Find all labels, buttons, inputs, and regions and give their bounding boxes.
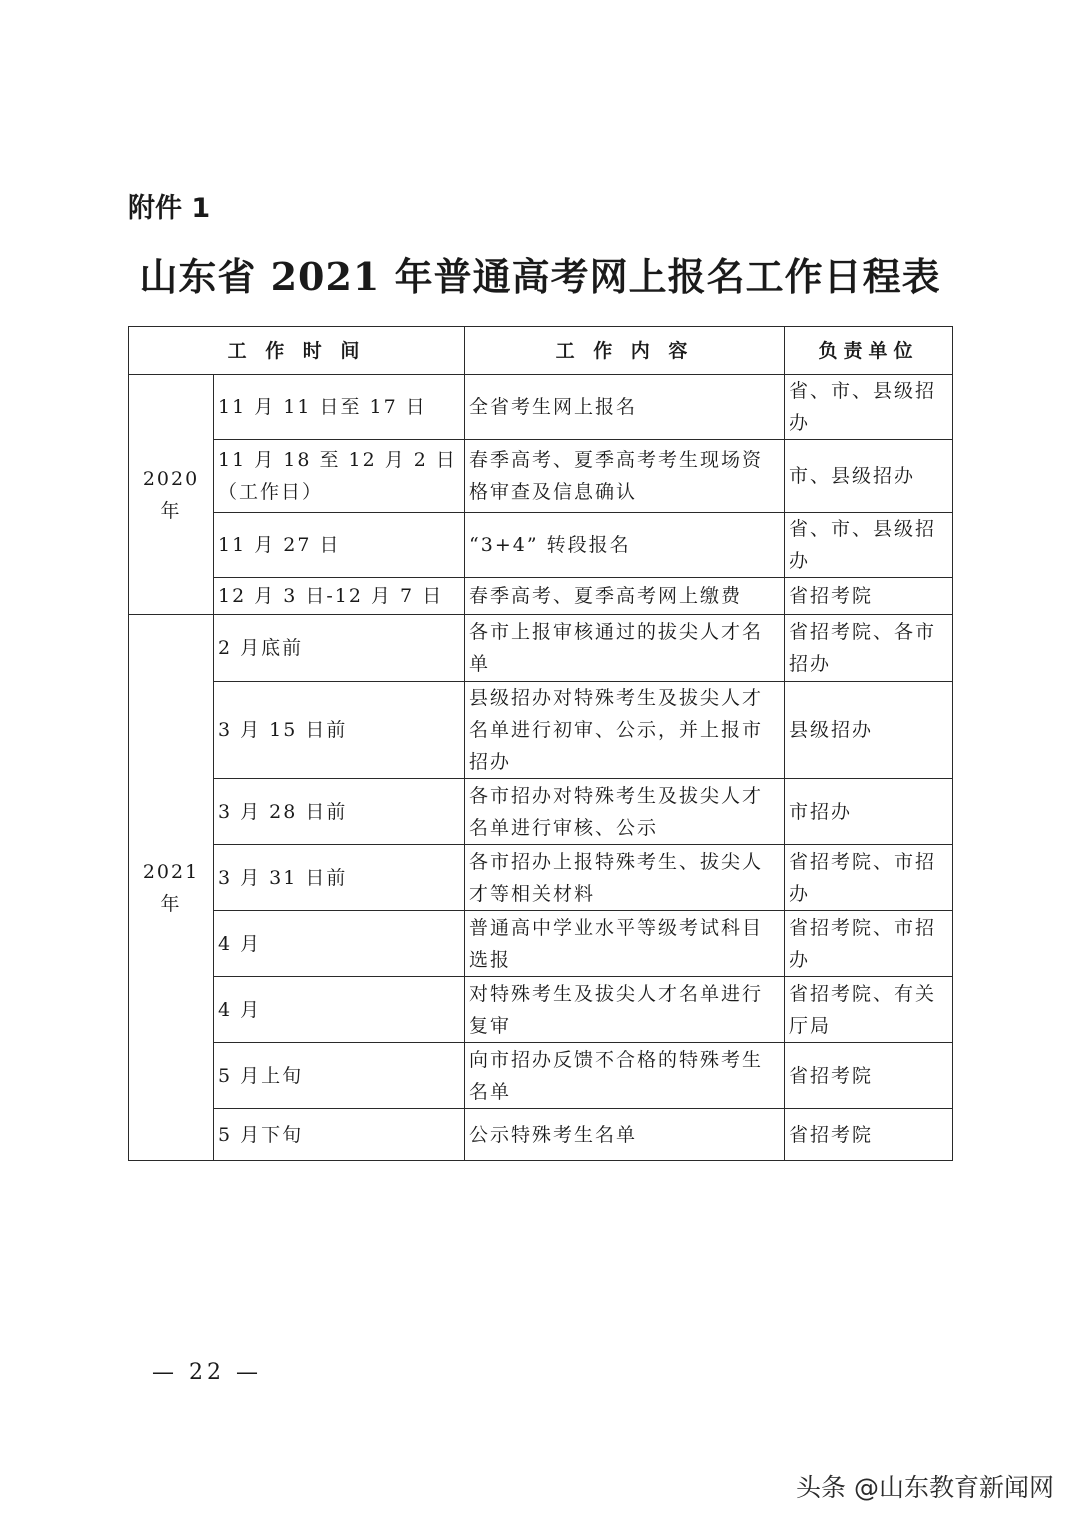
- table-row: [129, 911, 953, 977]
- year-cell: 2021 年: [129, 615, 214, 1161]
- unit-cell: 省、市、县级招办: [785, 375, 953, 440]
- table-header-row: [129, 327, 953, 375]
- content-cell: 对特殊考生及拔尖人才名单进行复审: [465, 977, 785, 1043]
- time-cell: 11 月 11 日至 17 日: [214, 375, 465, 440]
- time-cell: 4 月: [214, 911, 465, 977]
- table-row: [129, 845, 953, 911]
- table-row: [129, 1043, 953, 1109]
- table-row: [129, 1109, 953, 1161]
- time-cell: 11 月 27 日: [214, 513, 465, 578]
- table-row: [129, 513, 953, 578]
- unit-cell: 省招考院、市招办: [785, 845, 953, 911]
- time-cell: 4 月: [214, 977, 465, 1043]
- page-title: 山东省 2021 年普通高考网上报名工作日程表: [139, 254, 941, 299]
- time-cell: 5 月下旬: [214, 1109, 465, 1161]
- header-content: 工 作 内 容: [465, 327, 785, 375]
- content-cell: 县级招办对特殊考生及拔尖人才名单进行初审、公示，并上报市招办: [465, 682, 785, 779]
- time-cell: 3 月 28 日前: [214, 779, 465, 845]
- time-cell: 3 月 15 日前: [214, 682, 465, 779]
- unit-cell: 省招考院、有关厅局: [785, 977, 953, 1043]
- unit-cell: 省招考院、市招办: [785, 911, 953, 977]
- time-cell: 12 月 3 日-12 月 7 日: [214, 578, 465, 615]
- watermark: 头条 @山东教育新闻网: [796, 1473, 1054, 1502]
- content-cell: 各市招办上报特殊考生、拔尖人才等相关材料: [465, 845, 785, 911]
- unit-cell: 市、县级招办: [785, 440, 953, 513]
- table-row: [129, 375, 953, 440]
- table-row: [129, 977, 953, 1043]
- table-row: [129, 578, 953, 615]
- time-cell: 5 月上旬: [214, 1043, 465, 1109]
- unit-cell: 省招考院: [785, 578, 953, 615]
- content-cell: 各市上报审核通过的拔尖人才名单: [465, 615, 785, 682]
- time-cell: 2 月底前: [214, 615, 465, 682]
- unit-cell: 市招办: [785, 779, 953, 845]
- table-row: [129, 615, 953, 682]
- unit-cell: 省招考院: [785, 1043, 953, 1109]
- content-cell: 春季高考、夏季高考考生现场资格审查及信息确认: [465, 440, 785, 513]
- attachment-label: 附件 1: [128, 193, 211, 224]
- header-time: 工 作 时 间: [129, 327, 465, 375]
- content-cell: 普通高中学业水平等级考试科目选报: [465, 911, 785, 977]
- content-cell: 公示特殊考生名单: [465, 1109, 785, 1161]
- content-cell: “3+4” 转段报名: [465, 513, 785, 578]
- year-cell: 2020 年: [129, 375, 214, 615]
- table-row: [129, 779, 953, 845]
- table-row: [129, 440, 953, 513]
- page-number: — 22 —: [152, 1360, 262, 1385]
- unit-cell: 省招考院、各市招办: [785, 615, 953, 682]
- content-cell: 各市招办对特殊考生及拔尖人才名单进行审核、公示: [465, 779, 785, 845]
- unit-cell: 县级招办: [785, 682, 953, 779]
- unit-cell: 省、市、县级招办: [785, 513, 953, 578]
- time-cell: 3 月 31 日前: [214, 845, 465, 911]
- header-unit: 负责单位: [785, 327, 953, 375]
- content-cell: 向市招办反馈不合格的特殊考生名单: [465, 1043, 785, 1109]
- content-cell: 春季高考、夏季高考网上缴费: [465, 578, 785, 615]
- content-cell: 全省考生网上报名: [465, 375, 785, 440]
- time-cell: 11 月 18 至 12 月 2 日（工作日）: [214, 440, 465, 513]
- table-row: [129, 682, 953, 779]
- schedule-table: [128, 326, 953, 1161]
- unit-cell: 省招考院: [785, 1109, 953, 1161]
